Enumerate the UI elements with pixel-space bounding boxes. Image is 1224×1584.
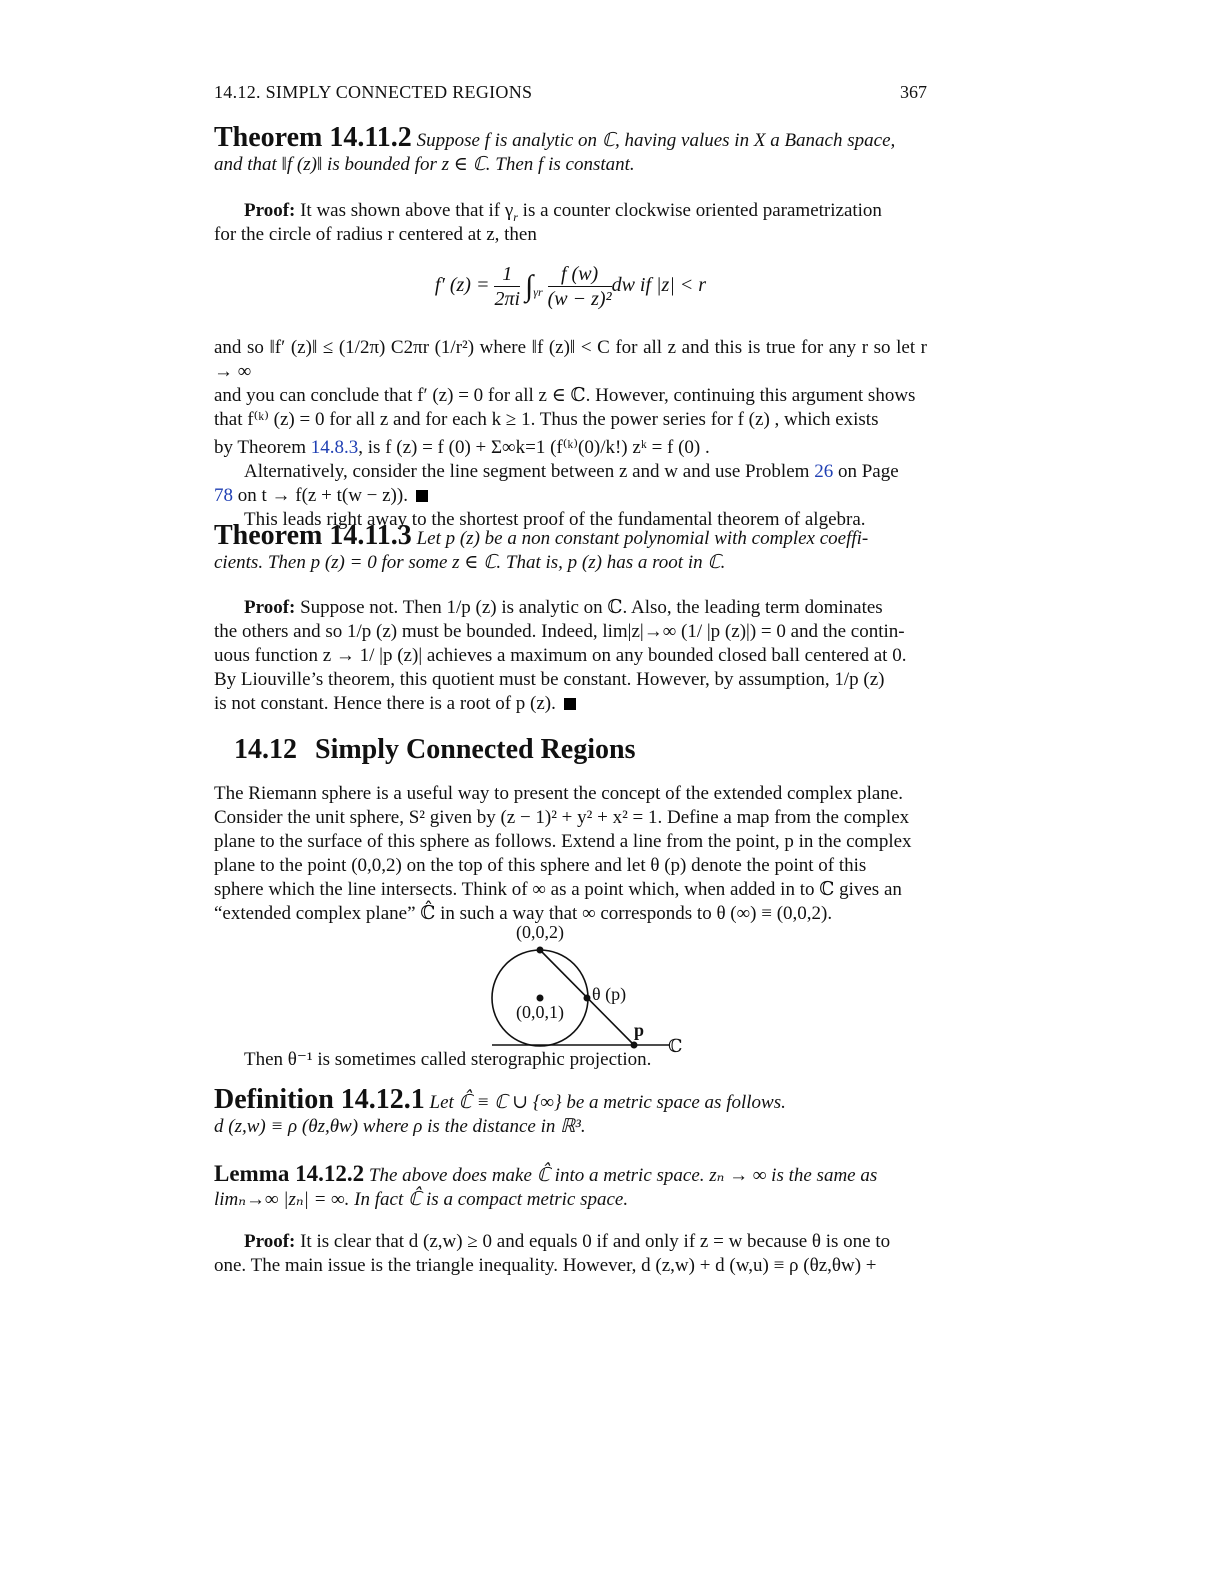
proof-line-1: It was shown above that if γ bbox=[300, 200, 514, 221]
proof-line-1-sub: r bbox=[513, 209, 518, 224]
proof-continuation bbox=[214, 336, 927, 532]
theta-p-label: θ (p) bbox=[592, 984, 627, 1004]
proof-line-5: that f⁽ᵏ⁾ (z) = 0 for all z and for each k ≥ 1. Thus the power series for f (z) , which exists bbox=[214, 409, 879, 430]
lemma-14-12-2 bbox=[214, 1162, 927, 1212]
proof-line-1: It is clear that d (z,w) ≥ 0 and equals 0 if and only if z = w because θ is one to bbox=[300, 1231, 891, 1252]
definition-statement-line-1: Let ℂ̂ ≡ ℂ ∪ {∞} be a metric space as follows. bbox=[429, 1092, 786, 1113]
section-heading bbox=[234, 734, 947, 765]
stereo-line: Then θ⁻¹ is sometimes called sterographic projection. bbox=[244, 1049, 652, 1070]
center-label: (0,0,1) bbox=[516, 1002, 564, 1022]
definition-statement-line-2: d (z,w) ≡ ρ (θz,θw) where ρ is the distance in ℝ³. bbox=[214, 1116, 586, 1137]
fraction-numerator: 1 bbox=[494, 262, 520, 287]
fraction-denominator: 2πi bbox=[494, 288, 521, 310]
integral-sign: ∫ bbox=[525, 269, 534, 303]
proof-line-5: is not constant. Hence there is a root of p (z). bbox=[214, 693, 556, 714]
fta-intro: This leads right away to the shortest proof of the fundamental theorem of algebra. bbox=[244, 509, 866, 530]
problem-26-link[interactable]: 26 bbox=[814, 461, 834, 482]
proof-line-7-b: on Page bbox=[837, 461, 899, 482]
theorem-14-8-3-link[interactable]: 14.8.3 bbox=[310, 437, 359, 458]
riemann-line-2: Consider the unit sphere, S² given by (z − 1)² + y² + x² = 1. Define a map from the complex bbox=[214, 807, 910, 828]
riemann-line-6: “extended complex plane” ℂ̂ in such a way that ∞ corresponds to θ (∞) ≡ (0,0,2). bbox=[214, 903, 833, 924]
proof-line-4: By Liouville’s theorem, this quotient must be constant. However, by assumption, 1/p (z) bbox=[214, 669, 885, 690]
proof-line-1-end: is a counter clockwise oriented parametrization bbox=[522, 200, 882, 221]
riemann-line-4: plane to the point (0,0,2) on the top of this sphere and let θ (p) denote the point of this bbox=[214, 855, 867, 876]
proof-line-2: one. The main issue is the triangle inequality. However, d (z,w) + d (w,u) ≡ ρ (θz,θw) + bbox=[214, 1255, 877, 1276]
proof-line-2: for the circle of radius r centered at z, then bbox=[214, 224, 537, 245]
riemann-line-3: plane to the surface of this sphere as follows. Extend a line from the point, p in the complex bbox=[214, 831, 912, 852]
stereographic-figure bbox=[484, 922, 704, 1056]
theorem-statement-line-2: and that ‖f (z)‖ is bounded for z ∈ ℂ. Then f is constant. bbox=[214, 154, 635, 175]
lemma-statement-line-2: limₙ→∞ |zₙ| = ∞. In fact ℂ̂ is a compact metric space. bbox=[214, 1189, 629, 1210]
riemann-line-5: sphere which the line intersects. Think of ∞ as a point which, when added in to ℂ gives an bbox=[214, 879, 902, 900]
equation-lhs: f′ (z) = bbox=[434, 274, 490, 297]
section-number: 14.12 bbox=[234, 734, 297, 765]
equation-fraction bbox=[494, 262, 520, 311]
proof-line-3: uous function z → 1/ |p (z)| achieves a maximum on any bounded closed ball centered at 0. bbox=[214, 645, 907, 666]
proof-metric bbox=[214, 1230, 927, 1278]
integral-subscript: γr bbox=[533, 285, 543, 300]
theorem-14-11-2 bbox=[214, 122, 927, 177]
stereographic-caption bbox=[214, 1048, 927, 1072]
qed-mark bbox=[564, 698, 576, 710]
theorem-label: Theorem 14.11.3 bbox=[214, 520, 412, 551]
theorem-statement-line-1: Let p (z) be a non constant polynomial with complex coeffi- bbox=[416, 528, 869, 549]
proof-line-4: and you can conclude that f′ (z) = 0 for all z ∈ ℂ. However, continuing this argument shows bbox=[214, 385, 916, 406]
theta-p-point bbox=[584, 995, 591, 1002]
proof-label: Proof: bbox=[244, 1231, 296, 1252]
page-78-link[interactable]: 78 bbox=[214, 485, 233, 506]
cauchy-derivative-equation bbox=[214, 262, 927, 311]
equation-tail: dw if |z| < r bbox=[611, 274, 707, 297]
integrand-denominator: (w − z)² bbox=[547, 288, 612, 310]
proof-liouville bbox=[214, 199, 927, 247]
running-title: 14.12. SIMPLY CONNECTED REGIONS bbox=[214, 82, 533, 102]
theorem-statement-line-2: cients. Then p (z) = 0 for some z ∈ ℂ. That is, p (z) has a root in ℂ. bbox=[214, 552, 726, 573]
section-title: Simply Connected Regions bbox=[315, 734, 636, 765]
proof-label: Proof: bbox=[244, 200, 296, 221]
riemann-line-1: The Riemann sphere is a useful way to present the concept of the extended complex plane. bbox=[214, 783, 904, 804]
qed-mark bbox=[416, 490, 428, 502]
proof-line-2: the others and so 1/p (z) must be bounded. Indeed, lim|z|→∞ (1/ |p (z)|) = 0 and the contin- bbox=[214, 621, 905, 642]
proof-line-8-b: on t → f(z + t(w − z)). bbox=[237, 485, 408, 506]
p-label: p bbox=[634, 1020, 645, 1040]
riemann-sphere-paragraph bbox=[214, 782, 927, 926]
lemma-statement-line-1: The above does make ℂ̂ into a metric space. zₙ → ∞ is the same as bbox=[368, 1165, 878, 1186]
proof-line-7-a: Alternatively, consider the line segment between z and w and use Problem bbox=[244, 461, 810, 482]
proof-line-1: Suppose not. Then 1/p (z) is analytic on ℂ. Also, the leading term dominates bbox=[300, 597, 883, 618]
proof-line-3: and so ‖f′ (z)‖ ≤ (1/2π) C2πr (1/r²) where ‖f (z)‖ < C for all z and this is true for any r so let r → ∞ bbox=[214, 337, 927, 382]
proof-line-6-a: by Theorem bbox=[214, 437, 306, 458]
north-pole-point bbox=[537, 947, 544, 954]
lemma-label: Lemma 14.12.2 bbox=[214, 1161, 365, 1186]
theorem-14-11-3 bbox=[214, 520, 927, 575]
definition-label: Definition 14.12.1 bbox=[214, 1084, 425, 1115]
proof-label: Proof: bbox=[244, 597, 296, 618]
theorem-statement-line-1: Suppose f is analytic on ℂ, having values in X a Banach space, bbox=[416, 130, 896, 151]
proof-line-6-b: , is f (z) = f (0) + Σ∞k=1 (f⁽ᵏ⁾(0)/k!) zᵏ = f (0) . bbox=[358, 437, 710, 458]
integrand-numerator: f (w) bbox=[548, 262, 612, 287]
theorem-label: Theorem 14.11.2 bbox=[214, 122, 412, 153]
proof-fta bbox=[214, 596, 927, 716]
north-pole-label: (0,0,2) bbox=[516, 922, 564, 942]
running-header bbox=[214, 76, 927, 102]
integrand-fraction bbox=[548, 262, 612, 311]
plane-label: ℂ bbox=[668, 1036, 683, 1056]
page-number: 367 bbox=[900, 82, 927, 102]
definition-14-12-1 bbox=[214, 1084, 927, 1139]
